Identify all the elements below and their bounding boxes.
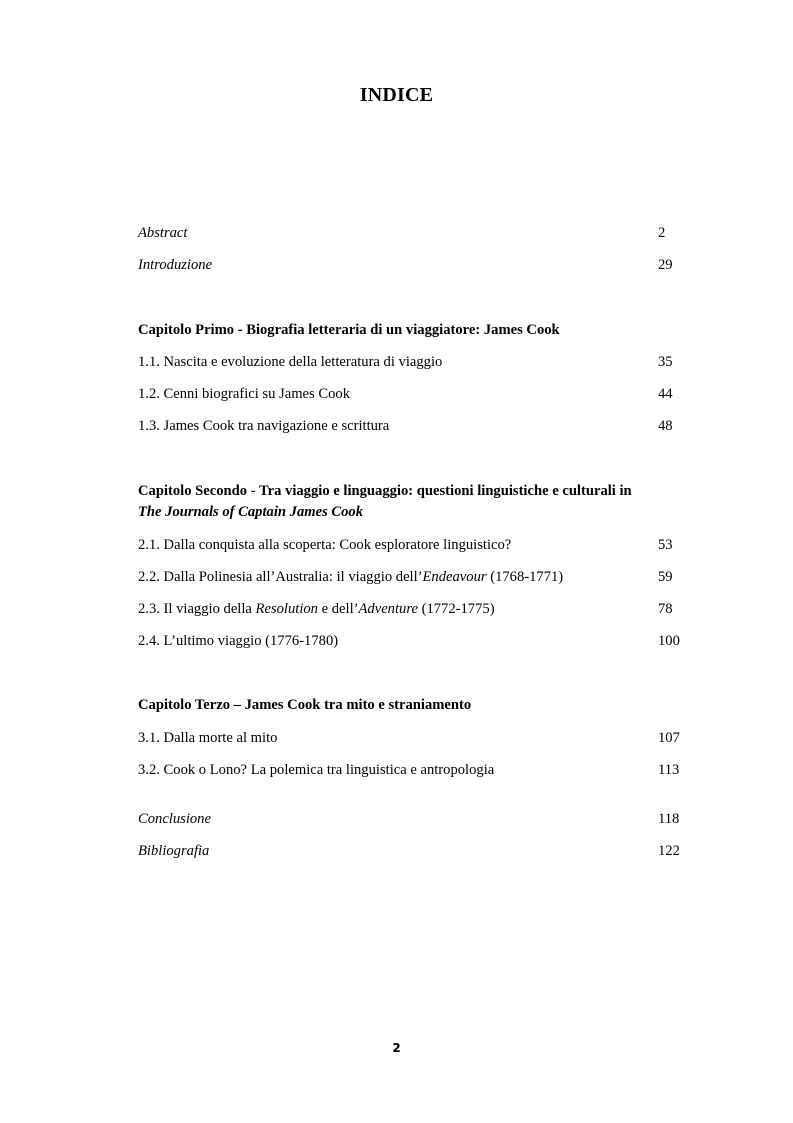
toc-entry-label (138, 598, 495, 620)
toc-entry-page: 78 (658, 601, 673, 617)
toc-entry-3-2[interactable] (138, 759, 698, 781)
toc-entry-page: 53 (658, 537, 673, 553)
toc-entry-label: Conclusione (138, 811, 211, 827)
toc-entry-page: 59 (658, 569, 673, 585)
journals-title: The Journals of Captain James Cook (138, 504, 364, 520)
toc-entry-label: 2.4. L’ultimo viaggio (1776-1780) (138, 633, 339, 649)
toc-entry-page: 113 (658, 762, 680, 778)
toc-entry-label: 1.2. Cenni biografici su James Cook (138, 386, 350, 402)
ship-name-endeavour: Endeavour (422, 569, 487, 585)
chapter-2-heading-line-1: Capitolo Secondo - Tra viaggio e linguaggio: questioni linguistiche e culturali in (138, 483, 632, 499)
chapter-2-heading-line-2 (138, 501, 698, 523)
toc-entry-2-4[interactable] (138, 630, 698, 652)
toc-entry-label: 1.3. James Cook tra navigazione e scrittura (138, 418, 390, 434)
toc-entry-label-text: 2.2. Dalla Polinesia all’Australia: il viaggio dell’ (138, 569, 423, 585)
toc-entry-label: Bibliografia (138, 843, 210, 859)
toc-entry-label: 2.1. Dalla conquista alla scoperta: Cook esploratore linguistico? (138, 537, 512, 553)
toc-entry-bibliografia[interactable] (138, 840, 698, 862)
toc-entry-page: 2 (658, 225, 666, 241)
toc-entry-1-3[interactable] (138, 415, 698, 437)
toc-entry-label: 3.2. Cook o Lono? La polemica tra linguistica e antropologia (138, 762, 495, 778)
ship-name-adventure: Adventure (358, 601, 418, 617)
toc-entry-2-2[interactable] (138, 566, 698, 588)
toc-entry-abstract[interactable] (138, 222, 698, 244)
toc-entry-conclusione[interactable] (138, 808, 698, 830)
toc-entry-page: 35 (658, 354, 673, 370)
toc-entry-1-2[interactable] (138, 383, 698, 405)
toc-entry-label-text: (1768-1771) (486, 569, 564, 585)
toc-entry-label: Introduzione (138, 257, 213, 273)
toc-entry-page: 100 (658, 633, 680, 649)
ship-name-resolution: Resolution (255, 601, 318, 617)
toc-entry-3-1[interactable] (138, 727, 698, 749)
toc-entry-page: 29 (658, 257, 673, 273)
toc-entry-label-text: e dell’ (317, 601, 359, 617)
chapter-1-heading: Capitolo Primo - Biografia letteraria di un viaggiatore: James Cook (138, 322, 560, 338)
toc-entry-label: Abstract (138, 225, 188, 241)
toc-entry-page: 44 (658, 386, 673, 402)
toc-entry-page: 48 (658, 418, 673, 434)
chapter-3-heading: Capitolo Terzo – James Cook tra mito e straniamento (138, 697, 472, 713)
page-title: INDICE (359, 84, 434, 106)
toc-entry-2-1[interactable] (138, 534, 698, 556)
toc-entry-page: 107 (658, 730, 680, 746)
toc-entry-label (138, 566, 563, 588)
toc-entry-2-3[interactable] (138, 598, 698, 620)
toc-entry-introduzione[interactable] (138, 254, 698, 276)
toc-entry-label: 1.1. Nascita e evoluzione della letteratura di viaggio (138, 354, 443, 370)
toc-entry-page: 122 (658, 843, 680, 859)
toc-entry-1-1[interactable] (138, 351, 698, 373)
page-number: 2 (392, 1041, 401, 1055)
toc-entry-label-text: (1772-1775) (417, 601, 495, 617)
toc-entry-label: 3.1. Dalla morte al mito (138, 730, 278, 746)
toc-entry-label-text: 2.3. Il viaggio della (138, 601, 256, 617)
toc-entry-page: 118 (658, 811, 680, 827)
